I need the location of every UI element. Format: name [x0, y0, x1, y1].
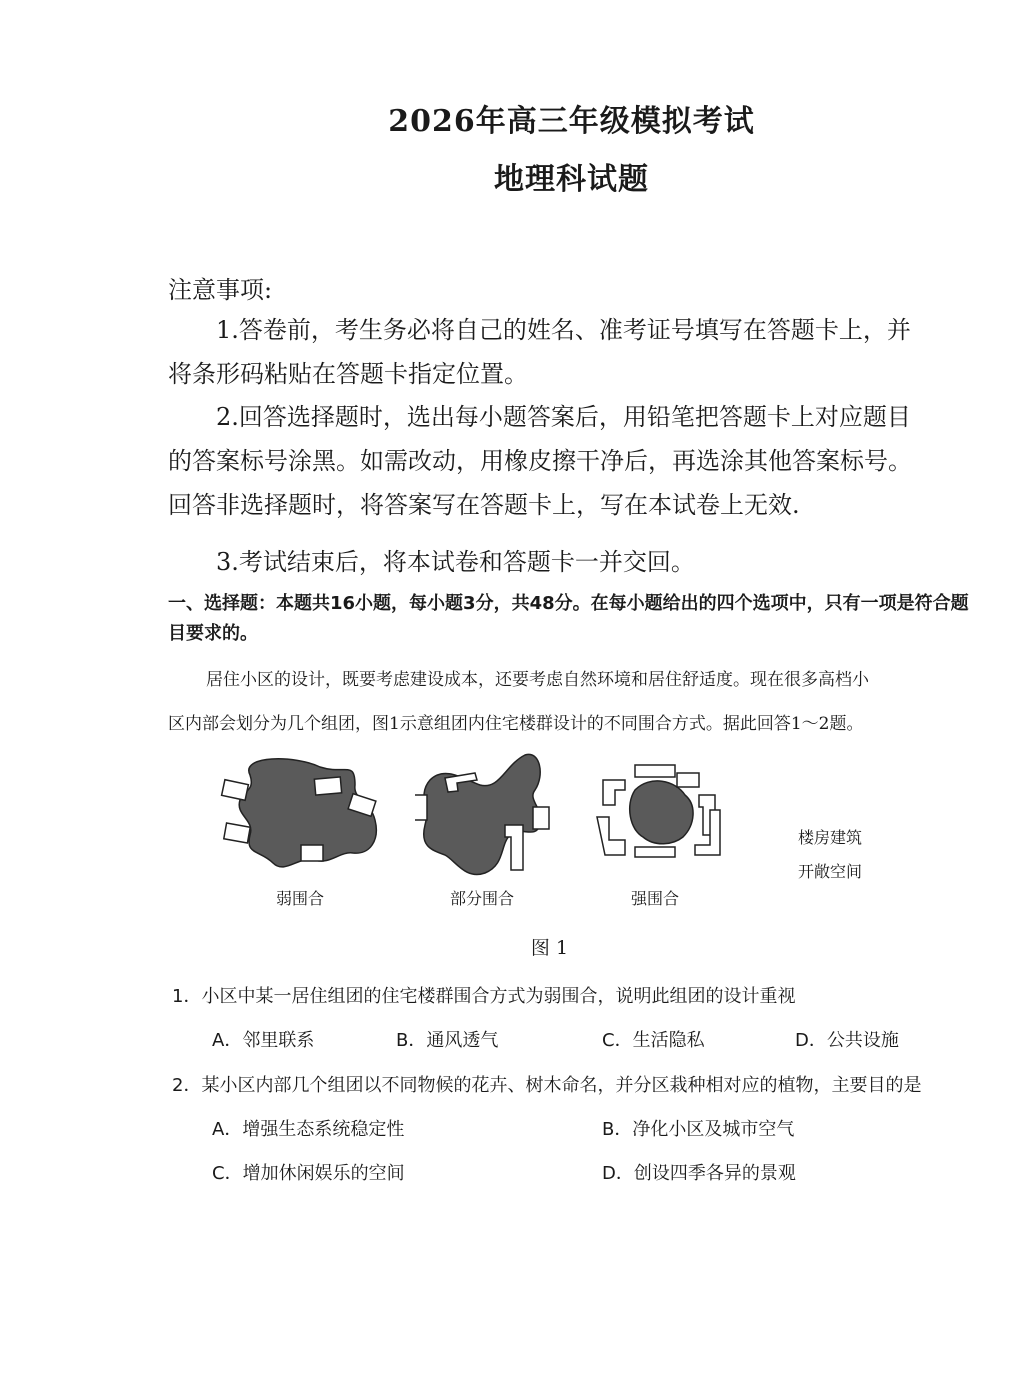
figure-1-diagram — [205, 745, 735, 885]
notice-item-2-line-3: 回答非选择题时，将答案写在答题卡上，写在本试卷上无效. — [168, 491, 800, 519]
caption-weak-enclosure: 弱围合 — [276, 889, 325, 908]
question-1-option-a[interactable]: A．邻里联系 — [212, 1030, 315, 1051]
notice-item-2 — [168, 395, 986, 527]
notice-item-2-line-2: 的答案标号涂黑。如需改动，用橡皮擦干净后，再选涂其他答案标号。 — [168, 447, 912, 475]
section-heading: 一、选择题：本题共16小题，每小题3分，共48分。在每小题给出的四个选项中，只有一项是符合题目要求的。 — [168, 593, 969, 644]
building-strong-5 — [597, 817, 625, 855]
diagram-strong-enclosure — [597, 765, 720, 857]
building-strong-2 — [635, 765, 675, 777]
question-1-option-b[interactable]: B．通风透气 — [396, 1030, 499, 1051]
building-partial-3 — [533, 807, 549, 829]
notice-item-1-line-2: 将条形码粘贴在答题卡指定位置。 — [168, 360, 528, 388]
passage-line-1-text: 居住小区的设计，既要考虑建设成本，还要考虑自然环境和居住舒适度。现在很多高档小 — [206, 670, 869, 690]
figure-number: 图 1 — [530, 937, 569, 959]
notice-item-2-line-1: 2.回答选择题时，选出每小题答案后，用铅笔把答题卡上对应题目 — [216, 403, 911, 431]
diagram-weak-enclosure — [222, 759, 377, 867]
notice-heading: 注意事项: — [168, 276, 273, 304]
building-partial-4 — [505, 825, 523, 870]
notice-item-3-line-1: 3.考试结束后，将本试卷和答题卡一并交回。 — [216, 548, 695, 576]
question-2-option-c[interactable]: C．增加休闲娱乐的空间 — [212, 1163, 405, 1184]
open-space-strong — [630, 781, 693, 844]
question-2-option-b[interactable]: B．净化小区及城市空气 — [602, 1119, 795, 1140]
legend-building-label: 楼房建筑 — [798, 828, 863, 847]
building-weak-1 — [222, 780, 249, 801]
question-1-stem: 1．小区中某一居住组团的住宅楼群围合方式为弱围合，说明此组团的设计重视 — [172, 986, 796, 1007]
building-weak-2 — [224, 823, 250, 843]
subject-title: 地理科试题 — [494, 162, 649, 197]
building-weak-3 — [314, 777, 341, 795]
diagram-partial-enclosure — [415, 754, 549, 874]
question-2-option-a[interactable]: A．增强生态系统稳定性 — [212, 1119, 405, 1140]
notice-item-3 — [168, 540, 986, 584]
building-weak-5 — [301, 845, 323, 861]
question-2-stem: 2．某小区内部几个组团以不同物候的花卉、树木命名，并分区栽种相对应的植物，主要目的是 — [172, 1075, 922, 1096]
notice-item-1-line-1: 1.答卷前，考生务必将自己的姓名、准考证号填写在答题卡上，并 — [216, 316, 911, 344]
question-1-option-c[interactable]: C．生活隐私 — [602, 1030, 705, 1051]
passage-line-2: 区内部会划分为几个组团，图1示意组团内住宅楼群设计的不同围合方式。据此回答1～2题。 — [168, 714, 864, 734]
notice-item-1 — [168, 308, 986, 396]
building-strong-3 — [677, 773, 699, 787]
exam-title: 2026年高三年级模拟考试 — [388, 104, 755, 139]
caption-strong-enclosure: 强围合 — [631, 889, 680, 908]
legend-open-space-label: 开敞空间 — [798, 862, 863, 881]
building-strong-1 — [603, 780, 625, 805]
passage-line-1 — [168, 658, 978, 702]
question-2-option-d[interactable]: D．创设四季各异的景观 — [602, 1163, 796, 1184]
building-strong-6 — [635, 847, 675, 857]
building-partial-1 — [415, 795, 427, 820]
reading-passage — [168, 658, 978, 746]
caption-partial-enclosure: 部分围合 — [450, 889, 515, 908]
question-1-option-d[interactable]: D．公共设施 — [795, 1030, 899, 1051]
